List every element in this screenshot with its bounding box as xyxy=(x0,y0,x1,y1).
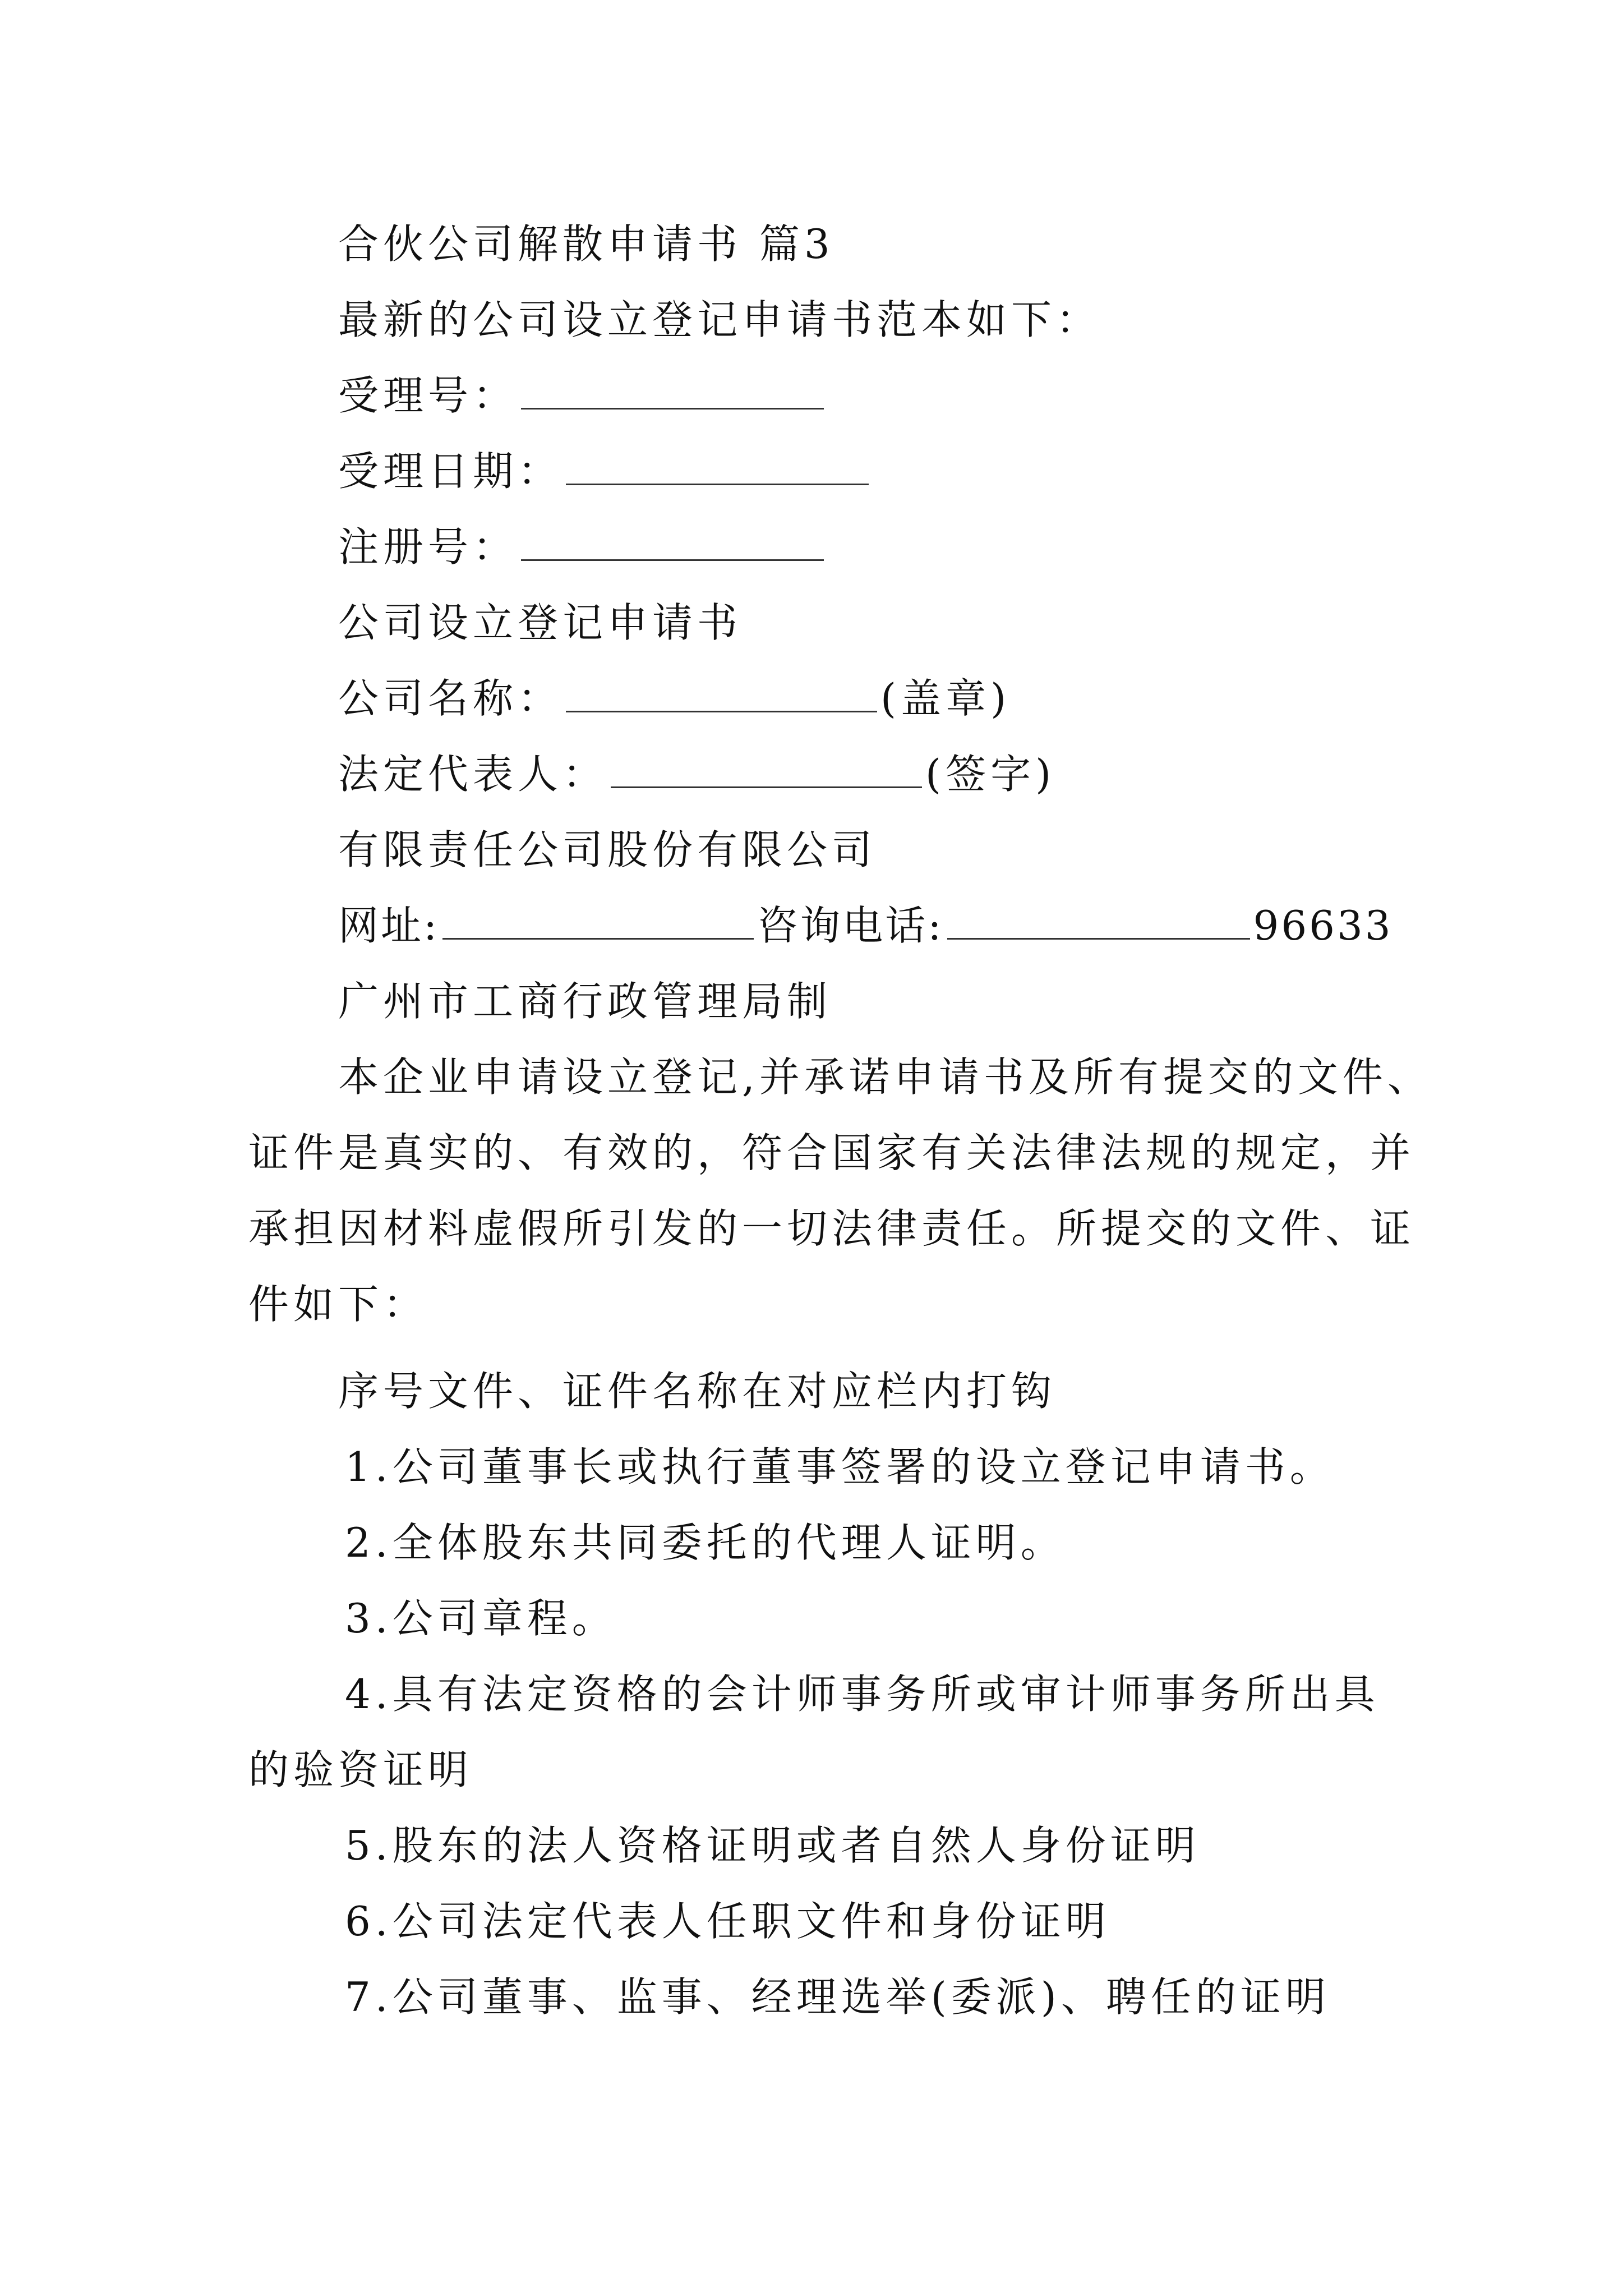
acceptance-no-blank xyxy=(521,375,824,409)
table-header: 序号文件、证件名称在对应栏内打钩 xyxy=(338,1368,1057,1415)
form-title: 公司设立登记申请书 xyxy=(338,599,743,646)
intro-text: 最新的公司设立登记申请书范本如下： xyxy=(338,296,1101,343)
list-item: 3.公司章程。 xyxy=(345,1595,617,1642)
registration-no-row xyxy=(338,522,827,572)
phone-label: 咨询电话: xyxy=(757,902,944,949)
legal-rep-suffix: (签字) xyxy=(925,751,1056,798)
acceptance-date-row xyxy=(338,446,872,496)
list-item: 7.公司董事、监事、经理选举(委派)、聘任的证明 xyxy=(345,1973,1330,2021)
commitment-line: 件如下： xyxy=(248,1281,428,1328)
list-item: 4.具有法定资格的会计师事务所或审计师事务所出具 xyxy=(345,1671,1380,1718)
legal-rep-row xyxy=(338,749,1055,799)
registration-no-label: 注册号： xyxy=(338,523,518,570)
website-blank xyxy=(442,905,754,940)
commitment-line: 承担因材料虚假所引发的一切法律责任。所提交的文件、证 xyxy=(248,1205,1415,1252)
website-label: 网址: xyxy=(338,902,440,949)
issuer: 广州市工商行政管理局制 xyxy=(338,978,832,1025)
acceptance-no-label: 受理号： xyxy=(338,372,518,419)
contact-row xyxy=(338,900,1393,951)
list-item: 的验资证明 xyxy=(248,1746,473,1793)
acceptance-date-blank xyxy=(566,451,869,485)
company-types: 有限责任公司股份有限公司 xyxy=(338,826,877,873)
legal-rep-blank xyxy=(611,754,922,788)
doc-heading: 合伙公司解散申请书 篇3 xyxy=(338,220,834,268)
company-name-blank xyxy=(566,678,877,712)
phone-suffix: 96633 xyxy=(1253,902,1393,949)
list-item: 2.全体股东共同委托的代理人证明。 xyxy=(345,1519,1066,1566)
phone-blank xyxy=(947,905,1250,940)
company-name-suffix: (盖章) xyxy=(880,675,1011,722)
commitment-line: 证件是真实的、有效的，符合国家有关法律法规的规定，并 xyxy=(248,1129,1415,1176)
commitment-line: 本企业申请设立登记,并承诺申请书及所有提交的文件、 xyxy=(338,1053,1432,1101)
list-item: 6.公司法定代表人任职文件和身份证明 xyxy=(345,1898,1110,1945)
list-item: 5.股东的法人资格证明或者自然人身份证明 xyxy=(345,1822,1200,1869)
registration-no-blank xyxy=(521,527,824,561)
company-name-label: 公司名称： xyxy=(338,675,563,722)
acceptance-no-row xyxy=(338,370,827,421)
acceptance-date-label: 受理日期： xyxy=(338,448,563,495)
legal-rep-label: 法定代表人： xyxy=(338,751,608,798)
list-item: 1.公司董事长或执行董事签署的设立登记申请书。 xyxy=(345,1443,1335,1490)
company-name-row xyxy=(338,673,1011,724)
